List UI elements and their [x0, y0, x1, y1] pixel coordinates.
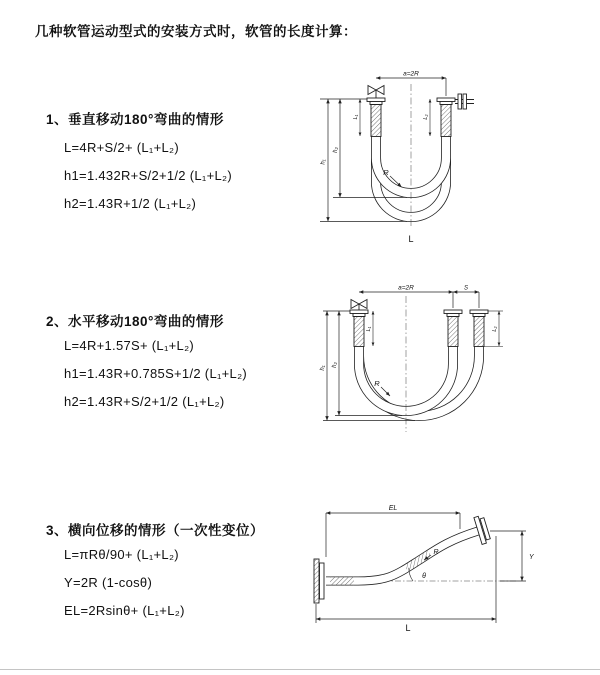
- diagram-lateral-displacement: [300, 503, 545, 638]
- section-1-heading: 1、垂直移动180°弯曲的情形: [46, 112, 224, 127]
- right-pipe-initial: [444, 310, 462, 347]
- dim-label-radius: R: [383, 168, 389, 177]
- dimension-offset: [490, 531, 535, 581]
- axis-label: L: [408, 234, 414, 244]
- page-title: 几种软管运动型式的安装方式时，软管的长度计算：: [35, 24, 357, 39]
- dim-label-travel: S: [463, 285, 469, 292]
- dim-label-h1: h₁: [320, 365, 326, 371]
- dim-label-radius: R: [433, 549, 439, 556]
- dimension-travel: [453, 286, 479, 309]
- page-bottom-rule: [0, 669, 600, 670]
- left-flange: [314, 559, 324, 603]
- valve-icon: [351, 300, 367, 311]
- dim-label-l2: L₂: [423, 114, 429, 120]
- section-2-formula-h2: h2=1.43R+S/2+1/2 (L₁+L₂): [64, 394, 225, 409]
- dimension-l2: [423, 99, 430, 136]
- dim-label-length: L: [405, 623, 411, 633]
- hose-braid-middle: [404, 550, 432, 572]
- dim-label-offset: Y: [529, 554, 534, 561]
- dim-label-l2: L₂: [492, 326, 498, 332]
- dim-label-h2: h₂: [333, 147, 339, 153]
- section-2-formula-h1: h1=1.43R+0.785S+1/2 (L₁+L₂): [64, 366, 248, 381]
- diagram-horizontal-180-bend: [313, 284, 538, 444]
- valve-icon: [368, 86, 384, 99]
- dimension-h2: [333, 99, 407, 197]
- dimension-span: [376, 71, 446, 97]
- right-side-flange: [455, 94, 474, 109]
- dim-label-angle: θ: [422, 573, 426, 580]
- dimension-l1: [353, 99, 360, 136]
- section-3-formula-length: L=πRθ/90+ (L₁+L₂): [64, 547, 179, 562]
- hose-s-curve: [326, 531, 478, 581]
- right-pipe-fitting: [437, 98, 455, 137]
- section-1-formula-h2: h2=1.43R+1/2 (L₁+L₂): [64, 196, 197, 211]
- dimension-l1: [366, 311, 373, 346]
- hose-braid-left: [330, 577, 354, 585]
- dim-label-l1: L₁: [353, 114, 359, 120]
- dim-label-span: a=2R: [398, 284, 414, 292]
- right-pipe-shifted: [470, 310, 488, 347]
- diagram-vertical-180-bend: [306, 70, 526, 250]
- dim-label-radius: R: [374, 379, 380, 388]
- dim-label-el: EL: [388, 505, 398, 512]
- dimension-h1: [320, 99, 407, 221]
- dimension-l2: [484, 311, 503, 347]
- left-pipe-fitting: [367, 98, 385, 137]
- section-1-formula-length: L=4R+S/2+ (L₁+L₂): [64, 140, 179, 155]
- section-3-heading: 3、横向位移的情形（一次性变位）: [46, 523, 265, 538]
- section-2-formula-length: L=4R+1.57S+ (L₁+L₂): [64, 338, 195, 353]
- section-3-formula-offset: Y=2R (1-cosθ): [64, 575, 153, 590]
- section-3-formula-el: EL=2Rsinθ+ (L₁+L₂): [64, 603, 185, 618]
- section-2-heading: 2、水平移动180°弯曲的情形: [46, 314, 224, 329]
- dim-label-h1: h₁: [320, 159, 327, 165]
- dim-label-span: a=2R: [403, 70, 419, 78]
- section-1-formula-h1: h1=1.432R+S/2+1/2 (L₁+L₂): [64, 168, 232, 183]
- dim-label-h2: h₂: [332, 362, 338, 368]
- dim-label-l1: L₁: [366, 326, 372, 332]
